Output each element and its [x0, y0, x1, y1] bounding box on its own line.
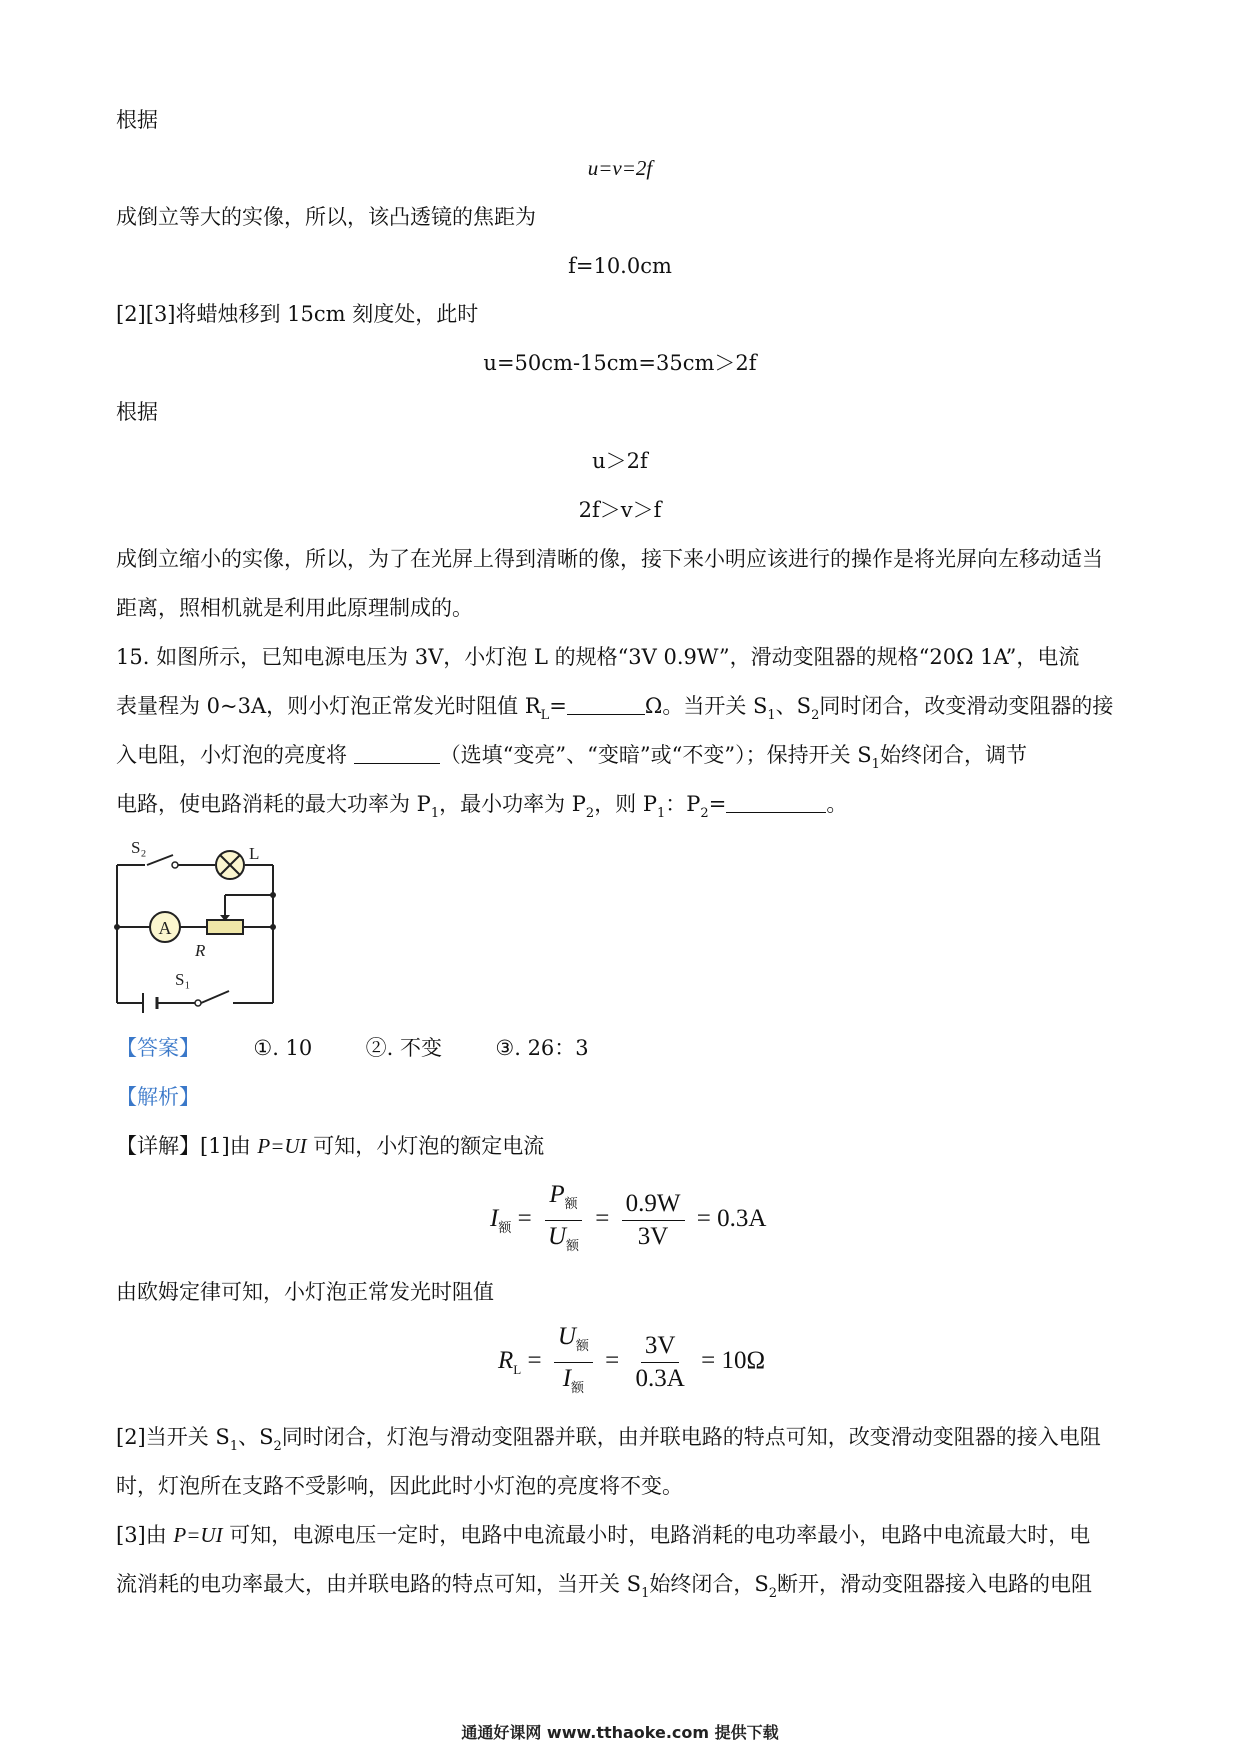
- analysis-line: 时，灯泡所在支路不受影响，因此此时小灯泡的亮度将不变。: [116, 1474, 683, 1498]
- ammeter-symbol: [150, 912, 180, 942]
- text-line: 根据: [116, 108, 158, 132]
- answer-blank-3[interactable]: [726, 792, 826, 813]
- formula-resistance: $R_L$ = $\frac{U_额}{I_额}$ = $\frac{3V}{0.3A}$ = 10Ω: [498, 1323, 766, 1395]
- switch-s2-contact: [172, 862, 178, 868]
- equation: u=50cm-15cm=35cm＞2f: [483, 351, 757, 375]
- equation: f=10.0cm: [568, 254, 672, 278]
- answer-blank-2[interactable]: [354, 743, 440, 764]
- formula-current: $I_额$ = $\frac{P_额}{U_额}$ = $\frac{0.9W}{3V}$ = 0.3A: [490, 1181, 767, 1253]
- rheostat-symbol: [207, 915, 243, 934]
- question-line: 电路，使电路消耗的最大功率为 $P_1$，最小功率为 $P_2$，则 $P_1$：$P_2=$ 。: [116, 792, 848, 821]
- page-footer: 通通好课网 www.tthaoke.com 提供下载: [461, 1723, 779, 1742]
- ammeter-label: A: [158, 918, 172, 938]
- lamp-label: L: [249, 844, 260, 863]
- text-line: 成倒立等大的实像，所以，该凸透镜的焦距为: [116, 205, 536, 229]
- answer-line: [116, 1034, 589, 1062]
- analysis-line: [2]当开关 $S_1$、$S_2$同时闭合，灯泡与滑动变阻器并联，由并联电路的特点可知，改变滑动变阻器的接入电阻: [116, 1425, 1101, 1454]
- circuit-diagram: [105, 835, 305, 1015]
- switch-s1-label: S₁: [175, 970, 191, 989]
- text-line: 根据: [116, 400, 158, 424]
- equation: u＞2f: [592, 449, 648, 473]
- equation: 2f＞v＞f: [578, 498, 662, 522]
- answer-tag: 【答案】: [116, 1036, 200, 1060]
- question-line: 15. 如图所示，已知电源电压为 3V，小灯泡 L 的规格“3V 0.9W”，滑动变阻器的规格“20Ω 1A”，电流: [116, 645, 1080, 669]
- rheostat-label: R: [195, 941, 206, 960]
- text-line: 距离，照相机就是利用此原理制成的。: [116, 596, 473, 620]
- junction: [270, 924, 276, 930]
- equation: u=v=2f: [587, 156, 653, 180]
- text-line: 成倒立缩小的实像，所以，为了在光屏上得到清晰的像，接下来小明应该进行的操作是将光屏向左移动适当: [116, 547, 1103, 571]
- switch-s2-label: S₂: [131, 838, 147, 857]
- lamp-symbol: [216, 851, 244, 879]
- answer-item: ①. 10: [253, 1036, 313, 1060]
- answer-item: ③. 26：3: [495, 1036, 589, 1060]
- answer-blank-1[interactable]: [567, 694, 645, 715]
- analysis-tag: 【解析】: [116, 1085, 200, 1109]
- battery-symbol: [143, 993, 157, 1013]
- junction: [270, 892, 276, 898]
- analysis-line: 【详解】[1]由 P=UI 可知，小灯泡的额定电流: [116, 1134, 545, 1158]
- junction: [114, 924, 120, 930]
- question-line: 入电阻，小灯泡的亮度将 （选填“变亮”、“变暗”或“不变”）；保持开关 $S_1$始终闭合，调节: [116, 743, 1027, 772]
- switch-s1-contact: [195, 1000, 201, 1006]
- analysis-line: 流消耗的电功率最大，由并联电路的特点可知，当开关 $S_1$始终闭合，$S_2$断开，滑动变阻器接入电路的电阻: [116, 1572, 1093, 1601]
- analysis-line: 由欧姆定律可知，小灯泡正常发光时阻值: [116, 1280, 494, 1304]
- answer-item: ②. 不变: [365, 1036, 443, 1060]
- analysis-line: [3]由 P=UI 可知，电源电压一定时，电路中电流最小时，电路消耗的电功率最小，电路中电流最大时，电: [116, 1523, 1091, 1547]
- question-line: 表量程为 0~3A，则小灯泡正常发光时阻值 $R_L= \Omega$。当开关 $S_1$、$S_2$同时闭合，改变滑动变阻器的接: [116, 694, 1114, 723]
- text-line: [2][3]将蜡烛移到 15cm 刻度处，此时: [116, 302, 479, 326]
